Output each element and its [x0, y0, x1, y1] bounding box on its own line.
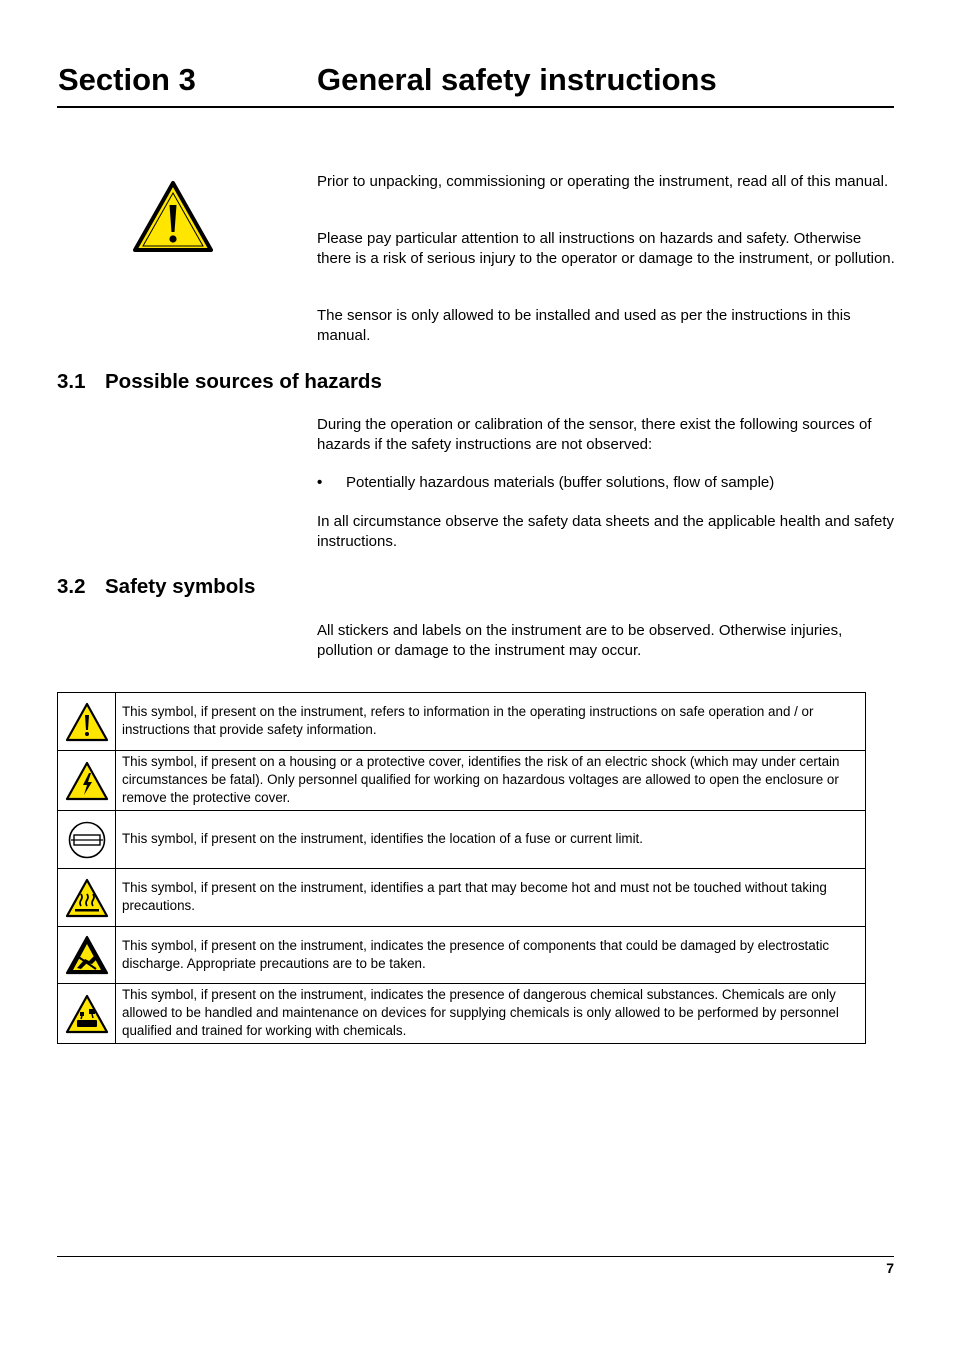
table-row	[58, 693, 866, 751]
heading-number: 3.1	[57, 370, 86, 393]
hazards-paragraph-1: During the operation or calibration of the sensor, there exist the following sources of hazards if the safety instructions are not observed:	[317, 416, 872, 453]
table-row	[58, 984, 866, 1044]
heading-title: Safety symbols	[105, 575, 256, 598]
table-row	[58, 751, 866, 811]
section-number: Section 3	[58, 62, 196, 97]
warning-triangle-icon	[133, 181, 213, 253]
symbol-description: This symbol, if present on a housing or a protective cover, identifies the risk of an electric shock (which may under certain circumstances be fatal). Only personnel qualified for working on hazardous voltages are allowed to open the enclosure or remove the protective cover.	[116, 751, 866, 811]
chemical-hazard-icon	[65, 994, 109, 1034]
page-number: 7	[886, 1260, 894, 1276]
intro-paragraph-2: Please pay particular attention to all instructions on hazards and safety. Otherwise there is a risk of serious injury to the operator or damage to the instrument, or pollution.	[317, 230, 895, 267]
symbol-cell	[58, 811, 116, 869]
heading-title: Possible sources of hazards	[105, 370, 382, 393]
intro-paragraph-3: The sensor is only allowed to be installed and used as per the instructions in this manual.	[317, 307, 851, 344]
heading-3-1	[57, 370, 382, 394]
electric-shock-icon	[65, 761, 109, 801]
heading-number: 3.2	[57, 575, 86, 598]
table-row	[58, 811, 866, 869]
symbol-cell	[58, 693, 116, 751]
symbol-cell	[58, 984, 116, 1044]
symbol-description: This symbol, if present on the instrument, identifies a part that may become hot and must not be touched without taking precautions.	[116, 869, 866, 927]
symbol-cell	[58, 751, 116, 811]
section-title: General safety instructions	[317, 62, 717, 97]
table-row	[58, 927, 866, 984]
hazards-paragraph-2: In all circumstance observe the safety data sheets and the applicable health and safety instructions.	[317, 513, 895, 550]
fuse-icon	[67, 820, 107, 860]
hot-surface-icon	[65, 878, 109, 918]
symbol-description: This symbol, if present on the instrument, indicates the presence of components that could be damaged by electrostatic discharge. Appropriate precautions are to be taken.	[116, 927, 866, 984]
symbols-paragraph: All stickers and labels on the instrument are to be observed. Otherwise injuries, pollution or damage to the instrument may occur.	[317, 622, 843, 659]
table-row	[58, 869, 866, 927]
symbol-description: This symbol, if present on the instrument, identifies the location of a fuse or current limit.	[116, 811, 866, 869]
heading-3-2	[57, 575, 255, 599]
symbol-cell	[58, 869, 116, 927]
electrostatic-discharge-icon	[65, 935, 109, 975]
intro-paragraph-1: Prior to unpacking, commissioning or operating the instrument, read all of this manual.	[317, 173, 889, 190]
safety-symbols-table	[57, 692, 866, 1044]
footer-divider	[57, 1256, 894, 1257]
symbol-cell	[58, 927, 116, 984]
symbol-description: This symbol, if present on the instrument, refers to information in the operating instructions on safe operation and / or instructions that provide safety information.	[116, 693, 866, 751]
exclamation-warning-icon	[65, 702, 109, 742]
bullet-marker: •	[317, 474, 323, 491]
bullet-text: Potentially hazardous materials (buffer solutions, flow of sample)	[346, 474, 775, 491]
symbol-description: This symbol, if present on the instrument, indicates the presence of dangerous chemical substances. Chemicals are only allowed to be handled and maintenance on devices for supplying chemicals is only allowed to be performed by personnel qualified and trained for working with chemicals.	[116, 984, 866, 1044]
section-header	[57, 58, 894, 108]
